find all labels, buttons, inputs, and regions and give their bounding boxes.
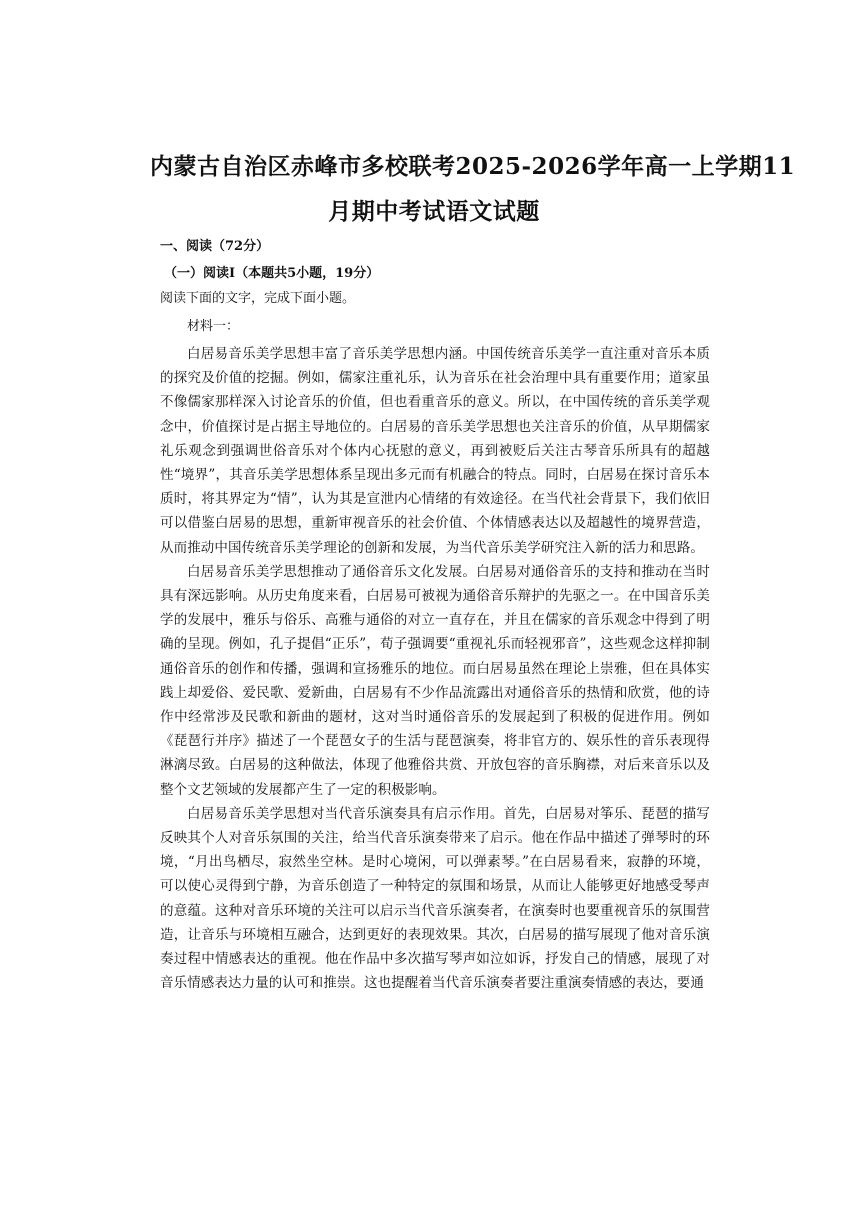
instruction-text: 阅读下面的文字，完成下面小题。 <box>160 291 356 306</box>
paragraph-2: 白居易音乐美学思想推动了通俗音乐文化发展。白居易对通俗音乐的支持和推动在当时具有深远影响。从历史角度来看，白居易可被视为通俗音乐辩护的先驱之一。在中国音乐美学的发展中，雅乐与俗乐、高雅与通俗的对立一直存在，并且在儒家的音乐观念中得到了明确的呈现。例如，孔子提倡“正乐”，荀子强调要“重视礼乐而轻视邪音”，这些观念这样抑制通俗音乐的创作和传播，强调和宣扬雅乐的地位。而白居易虽然在理论上崇雅，但在具体实践上却爱俗、爱民歌、爱新曲，白居易有不少作品流露出对通俗音乐的热情和欣赏，他的诗作中经常涉及民歌和新曲的题材，这对当时通俗音乐的发展起到了积极的促进作用。例如《琵琶行并序》描述了一个琵琶女子的生活与琵琶演奏，将非官方的、娱乐性的音乐表现得淋漓尽致。白居易的这种做法，体现了他雅俗共赏、开放包容的音乐胸襟，对后来音乐以及整个文艺领域的发展都产生了一定的积极影响。 <box>160 563 710 798</box>
material-label: 材料一： <box>187 319 240 334</box>
document-title-line-1: 内蒙古自治区赤峰市多校联考2025-2026学年高一上学期11 <box>150 153 796 180</box>
paragraph-1: 白居易音乐美学思想丰富了音乐美学思想内涵。中国传统音乐美学一直注重对音乐本质的探究及价值的挖掘。例如，儒家注重礼乐，认为音乐在社会治理中具有重要作用；道家虽不像儒家那样深入讨论音乐的价值，但也看重音乐的意义。所以，在中国传统的音乐美学观念中，价值探讨是占据主导地位的。白居易的音乐美学思想也关注音乐的价值，从早期儒家礼乐观念到强调世俗音乐对个体内心抚慰的意义，再到被贬后关注古琴音乐所具有的超越性“境界”，其音乐美学思想体系呈现出多元而有机融合的特点。同时，白居易在探讨音乐本质时，将其界定为“情”，认为其是宣泄内心情绪的有效途径。在当代社会背景下，我们依旧可以借鉴白居易的思想，重新审视音乐的社会价值、个体情感表达以及超越性的境界营造，从而推动中国传统音乐美学理论的创新和发展，为当代音乐美学研究注入新的活力和思路。 <box>160 346 710 556</box>
subsection-heading: （一）阅读Ⅰ（本题共5小题，19分） <box>164 266 380 281</box>
section-heading: 一、阅读（72分） <box>160 239 270 254</box>
article-body <box>160 342 710 995</box>
document-title-line-2: 月期中考试语文试题 <box>328 198 540 225</box>
paragraph-3: 白居易音乐美学思想对当代音乐演奏具有启示作用。首先，白居易对筝乐、琵琶的描写反映其个人对音乐氛围的关注，给当代音乐演奏带来了启示。他在作品中描述了弹琴时的环境，“月出鸟栖尽，寂然坐空林。是时心境闲，可以弹素琴。”在白居易看来，寂静的环境，可以使心灵得到宁静，为音乐创造了一种特定的氛围和场景，从而让人能够更好地感受琴声的意蕴。这种对音乐环境的关注可以启示当代音乐演奏者，在演奏时也要重视音乐的氛围营造，让音乐与环境相互融合，达到更好的表现效果。其次，白居易的描写展现了他对音乐演奏过程中情感表达的重视。他在作品中多次描写琴声如泣如诉，抒发自己的情感，展现了对音乐情感表达力量的认可和推崇。这也提醒着当代音乐演奏者要注重演奏情感的表达，要通 <box>160 805 710 992</box>
